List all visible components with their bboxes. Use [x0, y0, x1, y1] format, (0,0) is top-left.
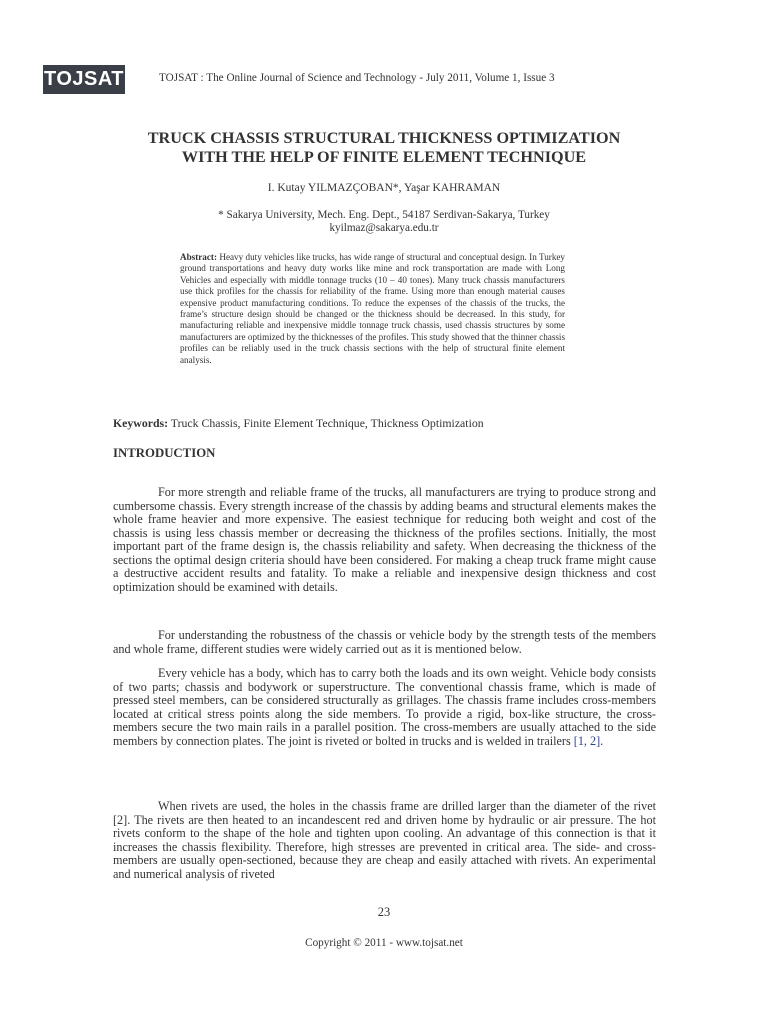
intro-paragraph-3: [113, 667, 656, 748]
paper-authors: I. Kutay YILMAZÇOBAN*, Yaşar KAHRAMAN: [267, 182, 501, 194]
keywords-label: Keywords:: [113, 416, 169, 430]
author-affiliation: [60, 209, 708, 235]
paper-title-line-2: WITH THE HELP OF FINITE ELEMENT TECHNIQUE: [181, 148, 587, 166]
citation-link[interactable]: [1, 2]: [573, 733, 601, 748]
abstract: [180, 252, 565, 366]
journal-logo: TOJSAT: [43, 65, 125, 94]
intro-paragraph-4: When rivets are used, the holes in the chassis frame are drilled larger than the diameter of the rivet [2]. The rivets are then heated to an incandescent red and driven home by hydraulic or air pressure. The hot rivets conform to the shape of the hole and tighten upon cooling. An advantage of this connection is that it increases the chassis flexibility. Therefore, high stresses are prevented in critical area. The side- and cross-members are usually open-sectioned, because they are cheap and easily attached with rivets. An experimental and numerical analysis of riveted: [113, 799, 656, 881]
section-heading-introduction: INTRODUCTION: [113, 446, 216, 460]
copyright-line: Copyright © 2011 - www.tojsat.net: [305, 937, 463, 949]
author-email: kyilmaz@sakarya.edu.tr: [329, 222, 439, 234]
abstract-text: Heavy duty vehicles like trucks, has wide range of structural and conceptual design. In Turkey ground transportations and heavy duty works like mine and rock transportation are made with Long Vehicles and especially with middle tonnage trucks (10 – 40 tones). Many truck chassis manufacturers use thick profiles for the chassis for reliability of the frame. Using more than enough material causes expensive product manufacturing conditions. To reduce the expenses of the chassis of the trucks, the frame’s structure design should be changed or the thickness should be decreased. In this study, for manufacturing reliable and inexpensive middle tonnage truck chassis, used chassis structures by some manufacturers are optimized by the thicknesses of the profiles. This study showed that the thinner chassis profiles can be reliably used in the truck chassis sections with the help of structural finite element analysis.: [180, 252, 566, 365]
paragraph-3-end: .: [600, 733, 604, 748]
paragraph-3-text: Every vehicle has a body, which has to carry both the loads and its own weight. Vehicle body consists of two parts; chassis and bodywork or superstructure. The conventional chassis frame, which is made of pressed steel members, can be considered structurally as grillages. The chassis frame includes cross-members located at critical stress points along the side members. To provide a rigid, box-like structure, the cross-members secure the two main rails in a parallel position. The cross-members are usually attached to the side members by connection plates. The joint is riveted or bolted in trucks and is welded in trailers: [113, 666, 656, 748]
keywords-text: Truck Chassis, Finite Element Technique, Thickness Optimization: [170, 416, 484, 430]
paper-title: [60, 129, 708, 167]
abstract-label: Abstract:: [180, 252, 217, 262]
journal-header-line: TOJSAT : The Online Journal of Science and Technology - July 2011, Volume 1, Issue 3: [159, 72, 555, 84]
intro-paragraph-1: For more strength and reliable frame of the trucks, all manufacturers are trying to produce strong and cumbersome chassis. Every strength increase of the chassis by adding beams and structural elements makes the whole frame heavier and more expensive. The easiest technique for reducing both weight and cost of the chassis is using less chassis member or decreasing the thickness of the profiles sections. Initially, the most important part of the frame design is, the chassis reliability and safety. When decreasing the thickness of the sections the optimal design criteria should have been considered. For making a cheap truck frame might cause a destructive accident results and fatality. To make a reliable and inexpensive design thickness and cost optimization should be examined with details.: [113, 485, 656, 594]
paper-title-line-1: TRUCK CHASSIS STRUCTURAL THICKNESS OPTIMIZATION: [147, 129, 621, 147]
page-number: 23: [377, 905, 391, 919]
affiliation-text: * Sakarya University, Mech. Eng. Dept., 54187 Serdivan-Sakarya, Turkey: [218, 209, 550, 221]
intro-paragraph-2: For understanding the robustness of the chassis or vehicle body by the strength tests of the members and whole frame, different studies were widely carried out as it is mentioned below.: [113, 628, 656, 656]
keywords: [113, 416, 673, 431]
